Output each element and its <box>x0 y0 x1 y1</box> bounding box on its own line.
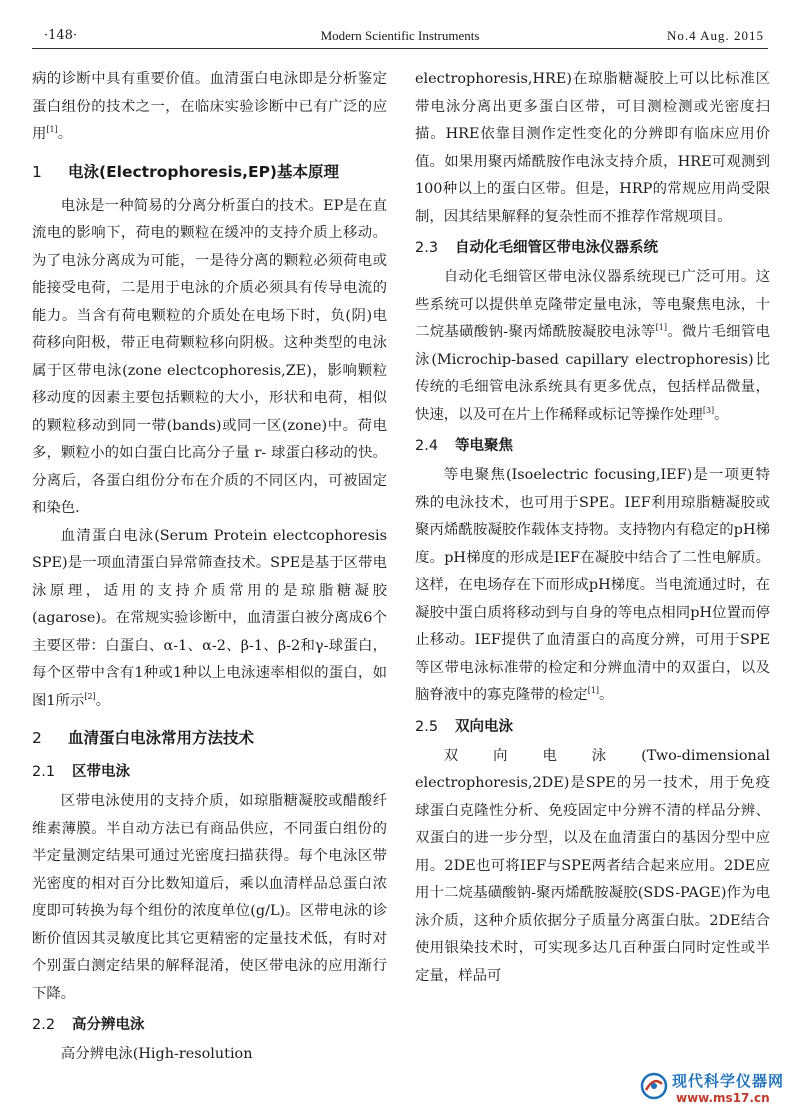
subsection-heading: 2.2 高分辨电泳 <box>32 1017 145 1033</box>
subsection-heading: 2.4 等电聚焦 <box>415 438 513 454</box>
subsection-heading: 2.1 区带电泳 <box>32 764 130 780</box>
watermark-title: 现代科学仪器网 <box>672 1072 785 1090</box>
citation: [2] <box>84 691 96 701</box>
watermark-logo-icon <box>640 1072 668 1100</box>
paragraph: 区带电泳使用的支持介质，如琼脂糖凝胶或醋酸纤维素薄膜。半自动方法已有商品供应，不同蛋白组份的半定量测定结果可通过光密度扫描获得。每个电泳区带光密度的相对百分比数知道后，乘以血清样品总蛋白浓度即可转换为每个组份的浓度单位(g/L)。区带电泳的诊断价值因其灵敏度比其它更精密的定量技术低，有时对个别蛋白测定结果的解释混淆，使区带电泳的应用渐行下降。 <box>32 793 387 1002</box>
paragraph: 等电聚焦(Isoelectric focusing,IEF)是一项更特殊的电泳技术，也可用于SPE。IEF利用琼脂糖凝胶或聚丙烯酰胺凝胶作载体支持物。支持物内有稳定的pH梯度。pH梯度的形成是IEF在凝胶中结合了二性电解质。这样，在电场存在下而形成pH梯度。当电流通过时，在凝胶中蛋白质将移动到与自身的等电点相同pH位置而停止移动。IEF提供了血清蛋白的高度分辨，可用于SPE等区带电泳标准带的检定和分辨血清中的双蛋白，以及脑脊液中的寡克隆带的检定[1]。 <box>415 467 770 703</box>
paragraph: 高分辨电泳(High-resolution <box>60 1046 253 1062</box>
paragraph: electrophoresis,HRE)在琼脂糖凝胶上可以比标准区带电泳分离出更多蛋白区带，可目测检测或光密度扫描。HRE依靠目测作定性变化的分辨即有临床应用价值。如果用聚丙烯酰胺作电泳支持介质，HRE可观测到100种以上的蛋白区带。但是，HRP的常规应用尚受限制，因其结果解释的复杂性而不推荐作常规项目。 <box>415 71 770 225</box>
journal-name: Modern Scientific Instruments <box>320 28 480 43</box>
site-watermark <box>640 1068 796 1110</box>
right-column <box>415 66 770 990</box>
running-header <box>32 24 768 49</box>
paragraph: 自动化毛细管区带电泳仪器系统现已广泛可用。这些系统可以提供单克隆带定量电泳，等电聚焦电泳，十二烷基磺酸钠-聚丙烯酰胺凝胶电泳等[1]。微片毛细管电泳(Microchip-based capillary electrophoresis)比传统的毛细管电泳系统具有更多优点，包括样品微量，快速，以及可在片上作稀释或标记等操作处理[3]。 <box>415 269 770 423</box>
paragraph: 血清蛋白电泳(Serum Protein electcophoresis SPE)是一项血清蛋白异常筛查技术。SPE是基于区带电泳原理，适用的支持介质常用的是琼脂糖凝胶(agarose)。在常规实验诊断中，血清蛋白被分离成6个主要区带：白蛋白、α-1、α-2、β-1、β-2和γ-球蛋白，每个区带中含有1种或1种以上电泳速率相似的蛋白，如图1所示[2]。 <box>32 527 387 709</box>
subsection-heading: 2.5 双向电泳 <box>415 718 513 735</box>
section-heading: 2 血清蛋白电泳常用方法技术 <box>32 729 255 747</box>
citation: [1] <box>46 125 58 135</box>
watermark-url: www.ms17.cn <box>676 1091 770 1105</box>
citation: [3] <box>702 405 715 415</box>
page-number: ·148· <box>44 28 78 43</box>
paragraph: 电泳是一种简易的分离分析蛋白的技术。EP是在直流电的影响下，荷电的颗粒在缓冲的支持介质上移动。为了电泳分离成为可能，一是待分离的颗粒必须荷电或能接受电荷，二是用于电泳的介质必须具有传导电流的能力。当含有荷电颗粒的介质处在电场下时，负(阴)电荷移向阳极，带正电荷颗粒移向阴极。这种类型的电泳属于区带电泳(zone electcophoresis,ZE)，影响颗粒移动度的因素主要包括颗粒的大小，形状和电荷，相似的颗粒移动到同一带(bands)或同一区(zone)中。荷电多，颗粒小的如白蛋白比高分子量 r- 球蛋白移动的快。分离后，各蛋白组份分布在介质的不同区内，可被固定和染色． <box>32 197 387 516</box>
paragraph: 双向电泳(Two-dimensional electrophoresis,2DE)是SPE的另一技术，用于免疫球蛋白克隆性分析、免疫固定中分辨不清的样品分辨、双蛋白的进一步分型，以及在血清蛋白的基因分型中应用。2DE也可将IEF与SPE两者结合起来应用。2DE应用十二烷基磺酸钠-聚丙烯酰胺凝胶(SDS-PAGE)作为电泳介质，这种介质依据分子质量分离蛋白肽。2DE结合使用银染技术时，可实现多达几百种蛋白同时定性或半定量，样品可 <box>415 747 770 984</box>
paragraph: 病的诊断中具有重要价值。血清蛋白电泳即是分析鉴定蛋白组份的技术之一，在临床实验诊断中已有广泛的应用[1]。 <box>32 71 387 142</box>
subsection-heading: 2.3 自动化毛细管区带电泳仪器系统 <box>415 240 658 256</box>
citation: [1] <box>587 686 600 696</box>
issue-info: No.4 Aug. 2015 <box>666 28 764 43</box>
section-heading: 1 电泳(Electrophoresis,EP)基本原理 <box>32 162 340 181</box>
left-column <box>32 66 387 1069</box>
citation: [1] <box>655 323 667 333</box>
